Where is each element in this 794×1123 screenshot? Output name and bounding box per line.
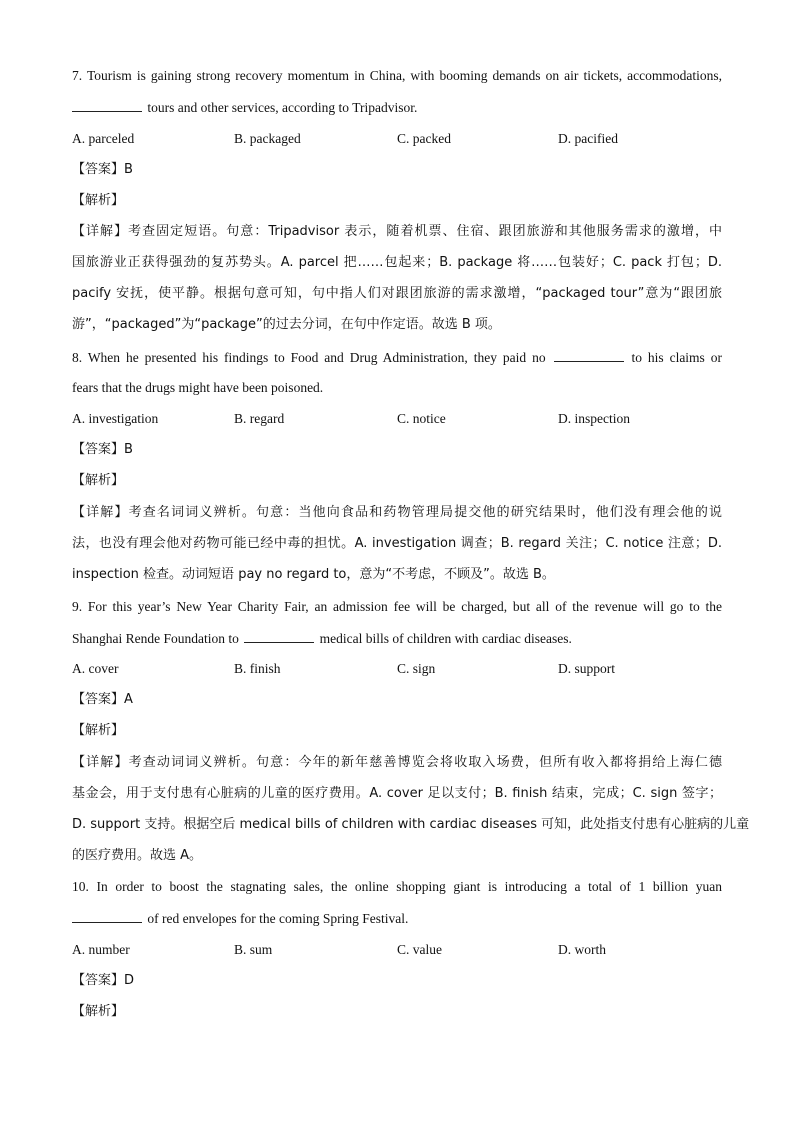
q7-blank [72, 98, 142, 112]
q10-blank [72, 909, 142, 923]
q7-option-d: D. pacified [558, 131, 618, 146]
q8-detail-line1: 【详解】考查名词词义辨析。句意：当他向食品和药物管理局提交他的研究结果时，他们没有理会他的说 [72, 505, 722, 520]
q8-blank [554, 348, 624, 362]
q9-stem-line1: 9. For this year’s New Year Charity Fair, an admission fee will be charged, but all of the revenue will go to the [72, 599, 722, 614]
q10-stem-line1: 10. In order to boost the stagnating sales, the online shopping giant is introducing a total of 1 billion yuan [72, 879, 722, 894]
q7-answer: 【答案】B [72, 162, 133, 177]
q9-option-c: C. sign [397, 661, 436, 676]
q9-option-b: B. finish [234, 661, 281, 676]
q8-answer: 【答案】B [72, 442, 133, 457]
q9-option-d: D. support [558, 661, 615, 676]
q7-option-b: B. packaged [234, 131, 301, 146]
q10-option-d: D. worth [558, 942, 606, 957]
q8-analysis-label: 【解析】 [72, 473, 125, 488]
q9-blank [244, 629, 314, 643]
q9-detail-line3: D. support 支持。根据空后 medical bills of children with cardiac diseases 可知，此处指支付患有心脏病的儿童 [72, 817, 750, 832]
q7-stem-line2 [72, 98, 722, 117]
q7-detail-line3: pacify 安抚，使平静。根据句意可知，句中指人们对跟团旅游的需求激增，“packaged tour”意为“跟团旅 [72, 286, 722, 301]
q10-stem-line2 [72, 909, 722, 928]
q8-option-b: B. regard [234, 411, 285, 426]
q7-detail-line2: 国旅游业正获得强劲的复苏势头。A. parcel 把……包起来；B. package 将……包装好；C. pack 打包；D. [72, 255, 722, 270]
q9-analysis-label: 【解析】 [72, 723, 125, 738]
q10-option-c: C. value [397, 942, 442, 957]
q8-option-d: D. inspection [558, 411, 630, 426]
q8-stem-line1 [72, 348, 722, 367]
q10-option-a: A. number [72, 942, 130, 957]
q9-stem-line2 [72, 629, 722, 648]
q7-stem-line1: 7. Tourism is gaining strong recovery momentum in China, with booming demands on air tickets, accommodations, [72, 68, 722, 83]
q8-option-a: A. investigation [72, 411, 159, 426]
q10-stem-line2-text: of red envelopes for the coming Spring Festival. [147, 911, 409, 926]
q8-stem-line1-before: 8. When he presented his findings to Food and Drug Administration, they paid no [72, 350, 546, 365]
q7-detail-line1: 【详解】考查固定短语。句意：Tripadvisor 表示，随着机票、住宿、跟团旅游和其他服务需求的激增，中 [72, 224, 722, 239]
q8-detail-line2: 法，也没有理会他对药物可能已经中毒的担忧。A. investigation 调查；B. regard 关注；C. notice 注意；D. [72, 536, 722, 551]
q8-stem-line2: fears that the drugs might have been poisoned. [72, 380, 324, 395]
q8-detail-line3: inspection 检查。动词短语 pay no regard to，意为“不考虑，不顾及”。故选 B。 [72, 567, 555, 582]
q9-stem-line2-before: Shanghai Rende Foundation to [72, 631, 239, 646]
q9-detail-line2: 基金会，用于支付患有心脏病的儿童的医疗费用。A. cover 足以支付；B. finish 结束，完成；C. sign 签字； [72, 786, 722, 801]
q8-stem-line1-after: to his claims or [631, 350, 722, 365]
q10-answer: 【答案】D [72, 973, 135, 988]
q9-answer: 【答案】A [72, 692, 133, 707]
q9-option-a: A. cover [72, 661, 119, 676]
q7-stem-line2-text: tours and other services, according to Tripadvisor. [147, 100, 418, 115]
q7-detail-line4: 游”，“packaged”为“package”的过去分词，在句中作定语。故选 B 项。 [72, 317, 501, 332]
q7-option-a: A. parceled [72, 131, 135, 146]
q9-stem-line2-after: medical bills of children with cardiac diseases. [319, 631, 572, 646]
q7-option-c: C. packed [397, 131, 451, 146]
q9-detail-line4: 的医疗费用。故选 A。 [72, 848, 203, 863]
q10-option-b: B. sum [234, 942, 273, 957]
q7-analysis-label: 【解析】 [72, 193, 125, 208]
q9-detail-line1: 【详解】考查动词词义辨析。句意：今年的新年慈善博览会将收取入场费，但所有收入都将捐给上海仁德 [72, 755, 722, 770]
q8-option-c: C. notice [397, 411, 446, 426]
q10-analysis-label: 【解析】 [72, 1004, 125, 1019]
